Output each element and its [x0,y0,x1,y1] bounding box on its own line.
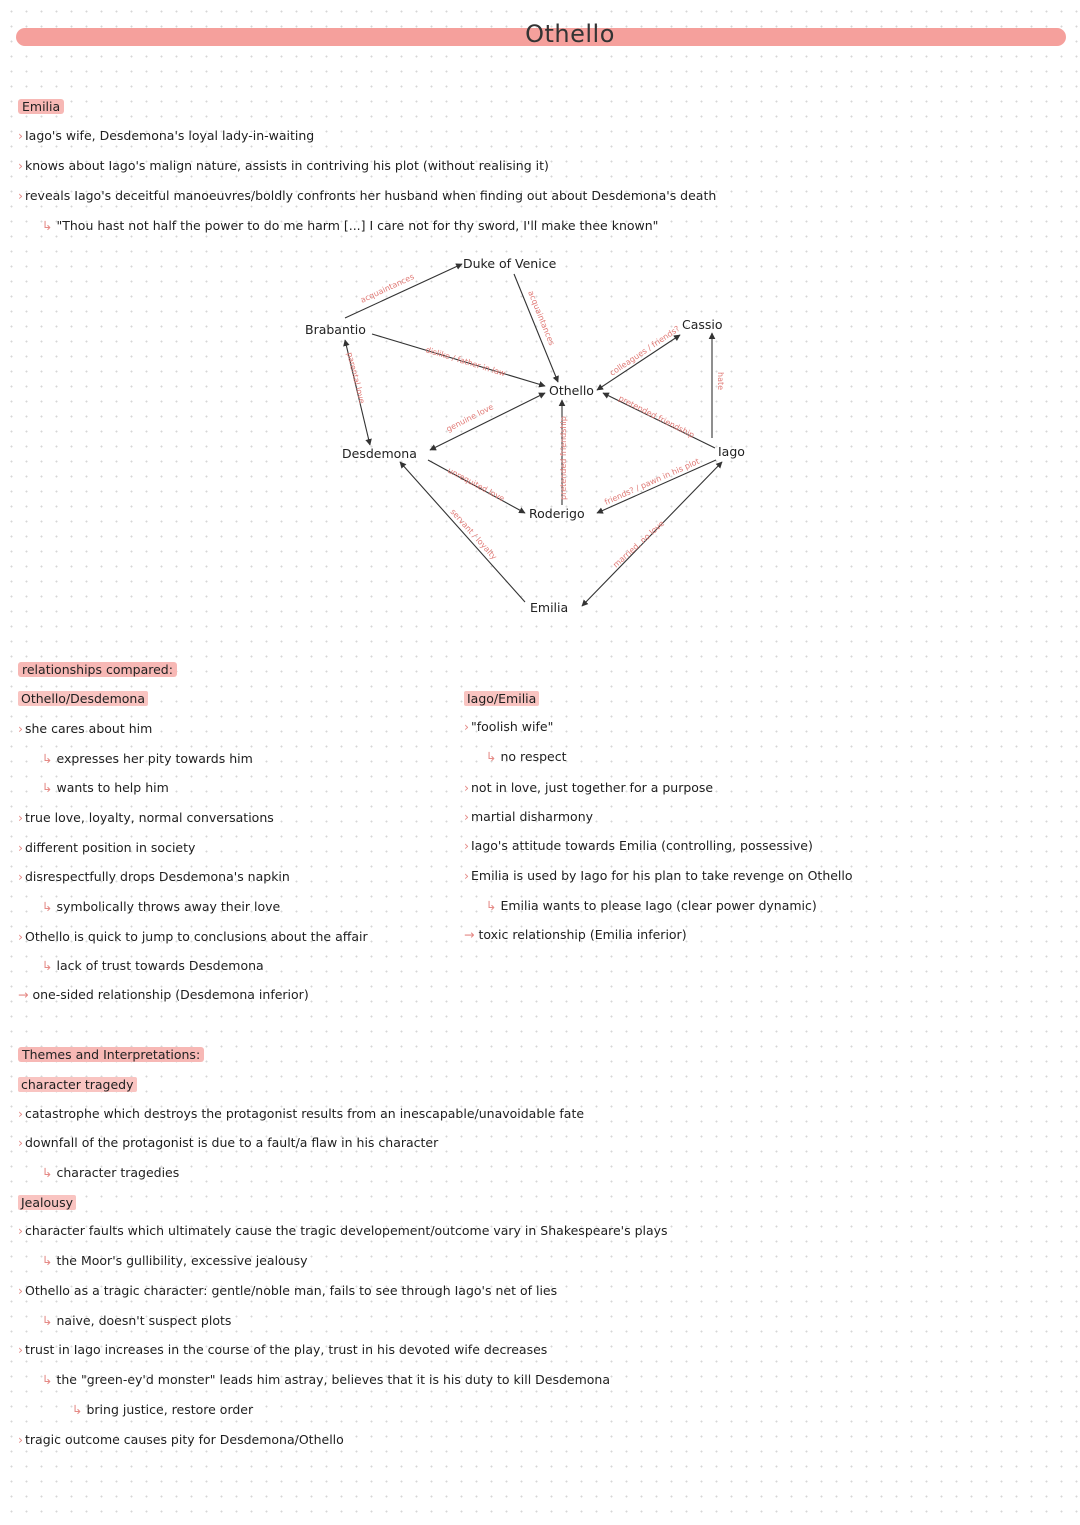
left-subpoint: ↳ lack of trust towards Desdemona [42,958,264,973]
jealousy-title: Jealousy [18,1195,76,1211]
jealousy-subsubpoint: ↳ bring justice, restore order [72,1402,254,1417]
character-tragedy-title: character tragedy [18,1077,137,1093]
left-point: › true love, loyalty, normal conversations [18,810,274,825]
right-point: › martial disharmony [464,809,594,824]
relationship-diagram [0,0,1080,640]
label-othello-cassio: colleagues / friends? [608,324,682,378]
left-subpoint: ↳ wants to help him [42,780,169,795]
node-emilia: Emilia [530,600,569,615]
emilia-quote: ↳ "Thou hast not half the power to do me harm [...] I care not for thy sword, I'll make thee known" [42,218,659,233]
jealousy-point: › Othello as a tragic character: gentle/noble man, fails to see through Iago's net of lies [18,1283,558,1298]
left-conclusion: → one-sided relationship (Desdemona inferior) [18,987,309,1002]
relationships-heading: relationships compared: [18,662,177,678]
jealousy-point: › character faults which ultimately cause the tragic developement/outcome vary in Shakespeare's plays [18,1223,668,1238]
page-title: Othello [525,20,615,48]
left-subpoint: ↳ expresses her pity towards him [42,751,253,766]
label-brabantio-desdemona: parental love [345,351,367,405]
emilia-point: › Iago's wife, Desdemona's loyal lady-in-waiting [18,128,315,143]
node-cassio: Cassio [682,317,723,332]
themes-heading: Themes and Interpretations: [18,1047,204,1063]
jealousy-point: › tragic outcome causes pity for Desdemona/Othello [18,1432,344,1447]
node-iago: Iago [718,444,745,459]
label-desdemona-emilia: servant / loyalty [448,507,499,562]
jealousy-subpoint: ↳ the Moor's gullibility, excessive jealousy [42,1253,308,1268]
node-othello: Othello [549,383,594,398]
label-iago-emilia: married, no love [611,518,667,570]
label-othello-roderigo: pretended friendship [559,416,568,500]
emilia-heading: Emilia [18,99,64,115]
right-point: › "foolish wife" [464,719,554,734]
edge-desdemona-othello [430,393,545,450]
right-point: › not in love, just together for a purpose [464,780,714,795]
right-subpoint: ↳ Emilia wants to please Iago (clear power dynamic) [486,898,817,913]
right-point: › Iago's attitude towards Emilia (controlling, possessive) [464,838,813,853]
jealousy-point: › trust in Iago increases in the course of the play, trust in his devoted wife decreases [18,1342,548,1357]
label-duke-othello: acquaintances [526,289,557,347]
node-duke: Duke of Venice [463,256,557,271]
label-iago-roderigo: friends? / pawn in his plot [603,456,701,507]
label-brabantio-duke: acquaintances [359,272,416,305]
othello-desdemona-title: Othello/Desdemona [18,691,148,707]
edge-brabantio-duke [345,264,462,318]
tragedy-point: › catastrophe which destroys the protagonist results from an inescapable/unavoidable fate [18,1106,585,1121]
label-desdemona-othello: genuine love [444,402,495,434]
iago-emilia-title: Iago/Emilia [464,691,539,707]
edge-othello-cassio [597,335,680,390]
edge-duke-othello [514,274,558,382]
right-point: › Emilia is used by Iago for his plan to take revenge on Othello [464,868,853,883]
emilia-point: › knows about Iago's malign nature, assists in contriving his plot (without realising it) [18,158,549,173]
node-brabantio: Brabantio [305,322,366,337]
right-subpoint: ↳ no respect [486,749,567,764]
left-point: › Othello is quick to jump to conclusions about the affair [18,929,368,944]
node-roderigo: Roderigo [529,506,585,521]
jealousy-subpoint: ↳ the "green-ey'd monster" leads him astray, believes that it is his duty to kill Desdemona [42,1372,611,1387]
left-point: › she cares about him [18,721,153,736]
label-iago-cassio: hate [716,372,725,391]
label-brabantio-othello: dislike / father in law [424,345,507,379]
left-subpoint: ↳ symbolically throws away their love [42,899,281,914]
right-conclusion: → toxic relationship (Emilia inferior) [464,927,687,942]
node-desdemona: Desdemona [342,446,417,461]
label-iago-othello: pretended friendship [617,393,696,440]
edge-desdemona-emilia [400,462,525,602]
left-point: › different position in society [18,840,196,855]
emilia-point: › reveals Iago's deceitful manoeuvres/boldly confronts her husband when finding out about Desdemona's death [18,188,717,203]
left-point: › disrespectfully drops Desdemona's napkin [18,869,290,884]
jealousy-subpoint: ↳ naive, doesn't suspect plots [42,1313,232,1328]
label-desdemona-roderigo: unrequited love [446,465,506,504]
tragedy-subpoint: ↳ character tragedies [42,1165,180,1180]
tragedy-point: › downfall of the protagonist is due to a fault/a flaw in his character [18,1135,439,1150]
